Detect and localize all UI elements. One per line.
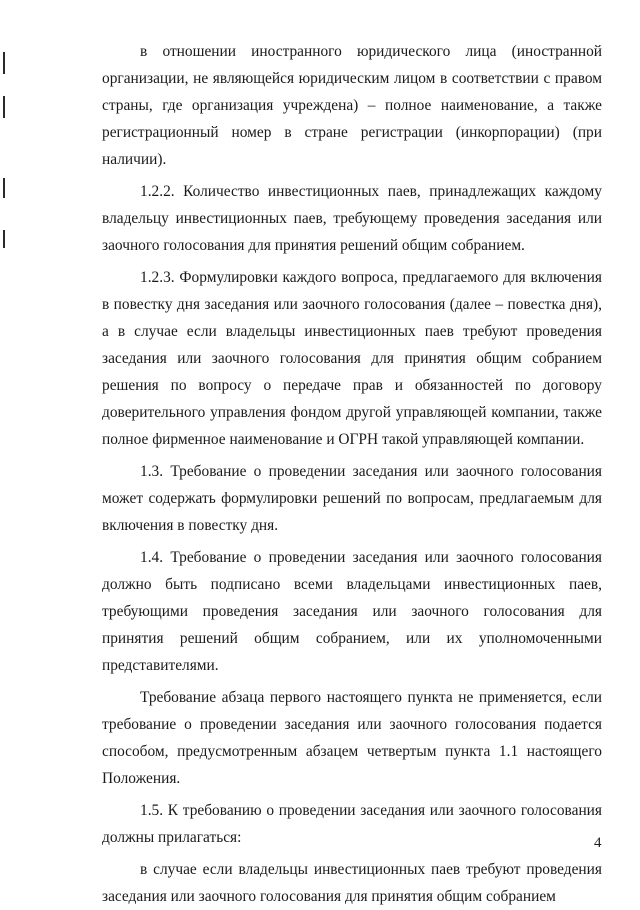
- paragraph: Требование абзаца первого настоящего пункта не применяется, если требование о проведении заседания или заочного голосования подается способом, предусмотренным абзацем четвертым пункта 1.1 настоящего Положения.: [102, 689, 602, 787]
- scan-margin-mark: [3, 96, 5, 118]
- paragraph: 1.5. К требованию о проведении заседания или заочного голосования должны прилагаться:: [102, 802, 602, 846]
- scan-margin-mark: [3, 178, 5, 198]
- paragraph: 1.3. Требование о проведении заседания или заочного голосования может содержать формулировки решений по вопросам, предлагаемым для включения в повестку дня.: [102, 463, 602, 534]
- scan-margin-mark: [3, 52, 5, 74]
- page-number: 4: [594, 835, 602, 851]
- scan-margin-mark: [3, 230, 5, 248]
- paragraph: 1.2.3. Формулировки каждого вопроса, предлагаемого для включения в повестку дня заседания или заочного голосования (далее – повестка дня), а в случае если владельцы инвестиционных паев требуют проведения заседания или заочного голосования для принятия общим собранием решения по вопросу о передаче прав и обязанностей по договору доверительного управления фондом другой управляющей компании, также полное фирменное наименование и ОГРН такой управляющей компании.: [102, 269, 602, 448]
- paragraph: в случае если владельцы инвестиционных паев требуют проведения заседания или заочного голосования для принятия общим собранием: [102, 861, 602, 905]
- document-body: [102, 38, 602, 910]
- paragraph: 1.2.2. Количество инвестиционных паев, принадлежащих каждому владельцу инвестиционных паев, требующему проведения заседания или заочного голосования для принятия решений общим собранием.: [102, 183, 602, 254]
- paragraph: в отношении иностранного юридического лица (иностранной организации, не являющейся юридическим лицом в соответствии с правом страны, где организация учреждена) – полное наименование, а также регистрационный номер в стране регистрации (инкорпорации) (при наличии).: [102, 43, 602, 168]
- paragraph: 1.4. Требование о проведении заседания или заочного голосования должно быть подписано всеми владельцами инвестиционных паев, требующими проведения заседания или заочного голосования для принятия решений общим собранием, или их уполномоченными представителями.: [102, 549, 602, 674]
